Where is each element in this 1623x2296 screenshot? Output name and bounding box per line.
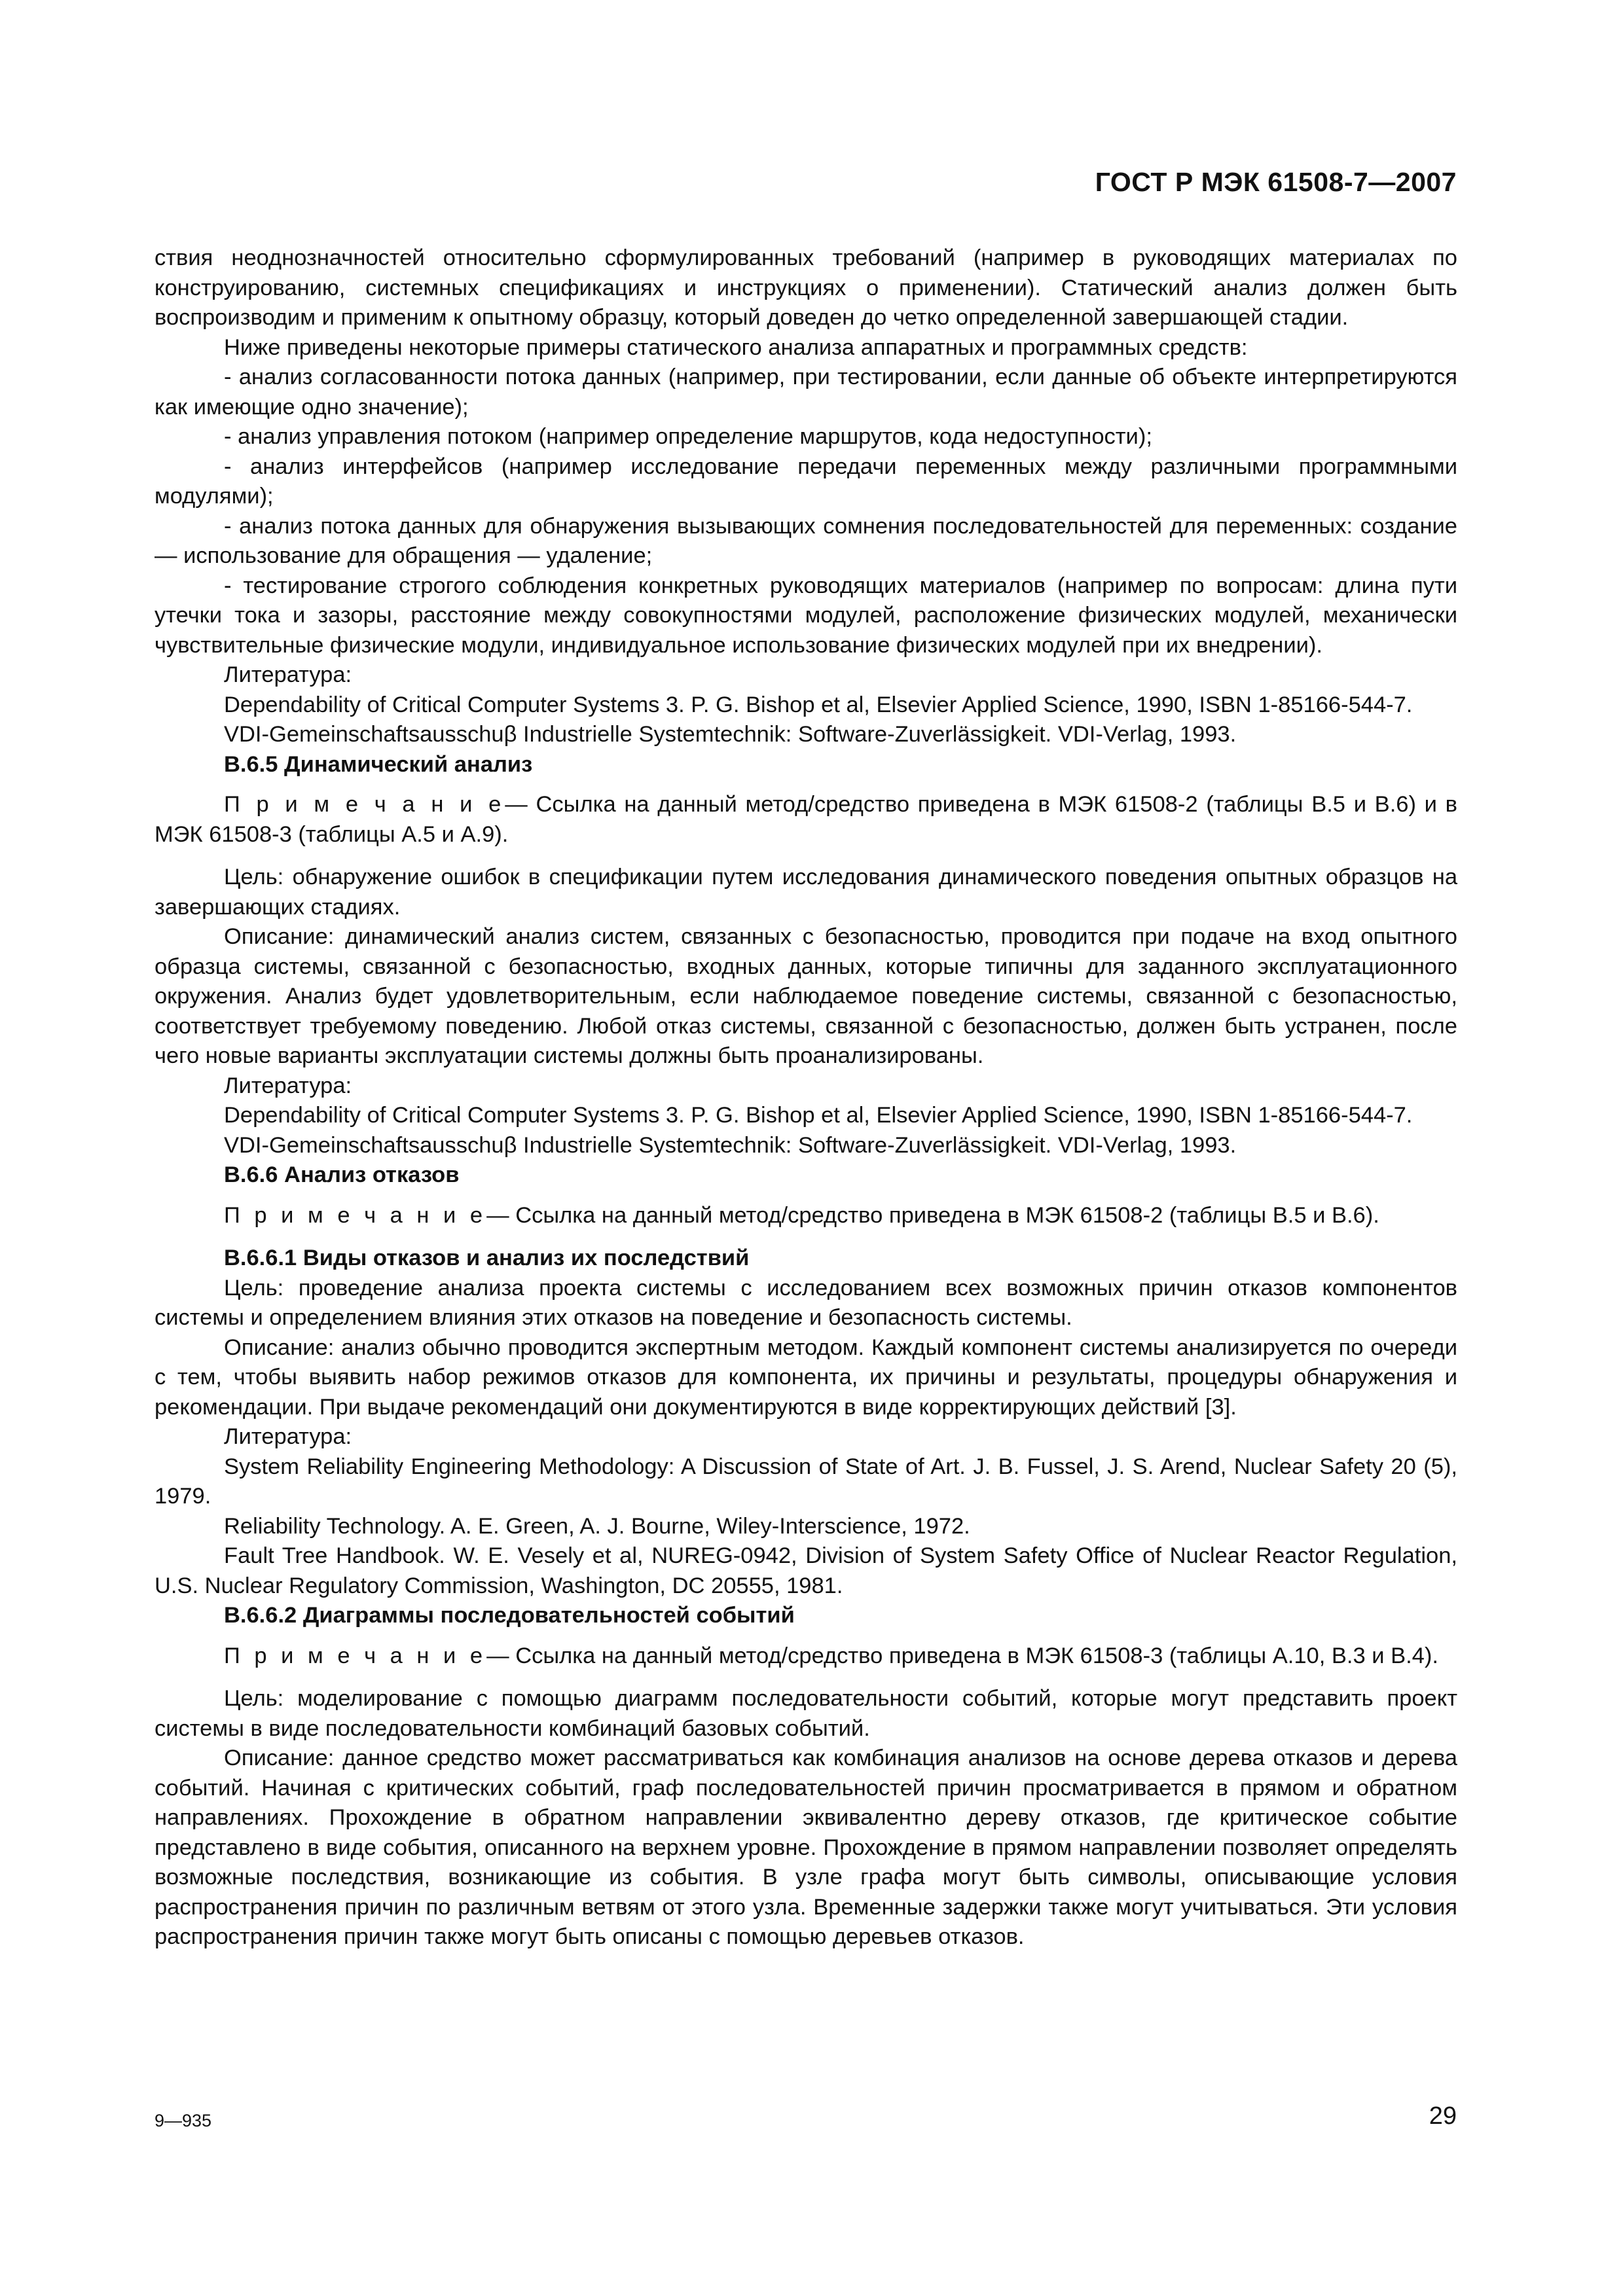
list-item: - анализ согласованности потока данных (например, при тестировании, если данные об объекте интерпретируются как имеющие одно значение); xyxy=(155,365,1457,420)
paragraph: Ниже приведены некоторые примеры статического анализа аппаратных и программных средств: xyxy=(224,334,1248,360)
standard-header: ГОСТ Р МЭК 61508-7—2007 xyxy=(1095,167,1457,197)
list-item: - анализ интерфейсов (например исследование передачи переменных между различными программными модулями); xyxy=(155,454,1457,509)
reference: Dependability of Critical Computer Systems 3. P. G. Bishop et al, Elsevier Applied Science, 1990, ISBN 1-85166-544-7. xyxy=(224,692,1413,717)
note-text: — Ссылка на данный метод/средство приведена в МЭК 61508-2 (таблицы В.5 и В.6). xyxy=(486,1202,1379,1228)
note-text: — Ссылка на данный метод/средство приведена в МЭК 61508-3 (таблицы А.10, В.3 и В.4). xyxy=(486,1643,1438,1668)
list-item: - тестирование строгого соблюдения конкретных руководящих материалов (например по вопросам: длина пути утечки тока и зазоры, расстояние между совокупностями модулей, расположение физических модулей, механически чувствительные физические модули, индивидуальное использование физических модулей при их внедрении). xyxy=(155,573,1457,658)
reference: Dependability of Critical Computer Systems 3. P. G. Bishop et al, Elsevier Applied Science, 1990, ISBN 1-85166-544-7. xyxy=(224,1103,1413,1128)
literature-label: Литература: xyxy=(224,1424,352,1449)
list-item: - анализ управления потоком (например определение маршрутов, кода недоступности); xyxy=(224,424,1152,449)
reference: Reliability Technology. A. E. Green, A. J. Bourne, Wiley-Interscience, 1972. xyxy=(224,1513,970,1539)
page-number: 29 xyxy=(1429,2102,1457,2130)
paragraph: Цель: проведение анализа проекта системы с исследованием всех возможных причин отказов компонентов системы и определением влияния этих отказов на поведение и безопасность системы. xyxy=(155,1275,1457,1330)
paragraph: Цель: обнаружение ошибок в спецификации путем исследования динамического поведения опытных образцов на завершающих стадиях. xyxy=(155,865,1457,920)
note-label: П р и м е ч а н и е xyxy=(224,792,505,817)
reference: VDI-Gemeinschaftsausschuβ Industrielle Systemtechnik: Software-Zuverlässigkeit. VDI-Verlag, 1993. xyxy=(224,722,1237,747)
list-item: - анализ потока данных для обнаружения вызывающих сомнения последовательностей для переменных: создание — использование для обращения — удаление; xyxy=(155,513,1457,568)
reference: Fault Tree Handbook. W. E. Vesely et al, NUREG-0942, Division of System Safety Office of Nuclear Reactor Regulation, U.S. Nuclear Regulatory Commission, Washington, DC 20555, 1981. xyxy=(155,1543,1457,1598)
footer-code: 9—935 xyxy=(155,2111,212,2130)
document-body xyxy=(155,243,1457,1952)
paragraph: Описание: данное средство может рассматриваться как комбинация анализов на основе дерева отказов и дерева событий. Начиная с критических событий, граф последовательностей причин просматривается в прямом и обратном направлениях. Прохождение в обратном направлении эквивалентно дереву отказов, где критическое событие представлено в виде события, описанного на верхнем уровне. Прохождение в прямом направлении позволяет определять возможные последствия, возникающие из события. В узле графа могут быть символы, описывающие условия распространения причин по различным ветвям от этого узла. Временные задержки также могут учитываться. Эти условия распространения причин также могут быть описаны с помощью деревьев отказов. xyxy=(155,1746,1457,1949)
paragraph: Цель: моделирование с помощью диаграмм последовательности событий, которые могут представить проект системы в виде последовательности комбинаций базовых событий. xyxy=(155,1686,1457,1741)
note-label: П р и м е ч а н и е xyxy=(224,1643,487,1668)
literature-label: Литература: xyxy=(224,1073,352,1098)
note xyxy=(155,1641,1457,1672)
paragraph: Описание: динамический анализ систем, связанных с безопасностью, проводится при подаче на вход опытного образца системы, связанной с безопасностью, входных данных, которые типичны для заданного эксплуатационного окружения. Анализ будет удовлетворительным, если наблюдаемое поведение системы, связанной с безопасностью, соответствует требуемому поведению. Любой отказ системы, связанной с безопасностью, должен быть устранен, после чего новые варианты эксплуатации системы должны быть проанализированы. xyxy=(155,924,1457,1068)
section-heading: В.6.5 Динамический анализ xyxy=(224,751,533,777)
paragraph: Описание: анализ обычно проводится экспертным методом. Каждый компонент системы анализируется по очереди с тем, чтобы выявить набор режимов отказов для компонента, их причины и результаты, процедуры обнаружения и рекомендации. При выдаче рекомендаций они документируются в виде корректирующих действий [3]. xyxy=(155,1335,1457,1420)
reference: VDI-Gemeinschaftsausschuβ Industrielle Systemtechnik: Software-Zuverlässigkeit. VDI-Verlag, 1993. xyxy=(224,1132,1237,1158)
note xyxy=(155,1201,1457,1231)
reference: System Reliability Engineering Methodology: A Discussion of State of Art. J. B. Fussel, J. S. Arend, Nuclear Safety 20 (5), 1979. xyxy=(155,1454,1457,1509)
note xyxy=(155,790,1457,850)
section-heading: В.6.6.1 Виды отказов и анализ их последствий xyxy=(224,1246,750,1270)
section-heading: В.6.6 Анализ отказов xyxy=(224,1162,460,1187)
note-label: П р и м е ч а н и е xyxy=(224,1202,487,1228)
section-heading: В.6.6.2 Диаграммы последовательностей событий xyxy=(224,1603,795,1628)
note-text: — Ссылка на данный метод/средство приведена в МЭК 61508-2 (таблицы В.5 и В.6) и в МЭК 61508-3 (таблицы А.5 и А.9). xyxy=(155,792,1457,847)
literature-label: Литература: xyxy=(224,662,352,687)
paragraph: ствия неоднозначностей относительно сформулированных требований (например в руководящих материалах по конструированию, системных спецификациях и инструкциях о применении). Статический анализ должен быть воспроизводим и применим к опытному образцу, который доведен до четко определенной завершающей стадии. xyxy=(155,245,1457,330)
